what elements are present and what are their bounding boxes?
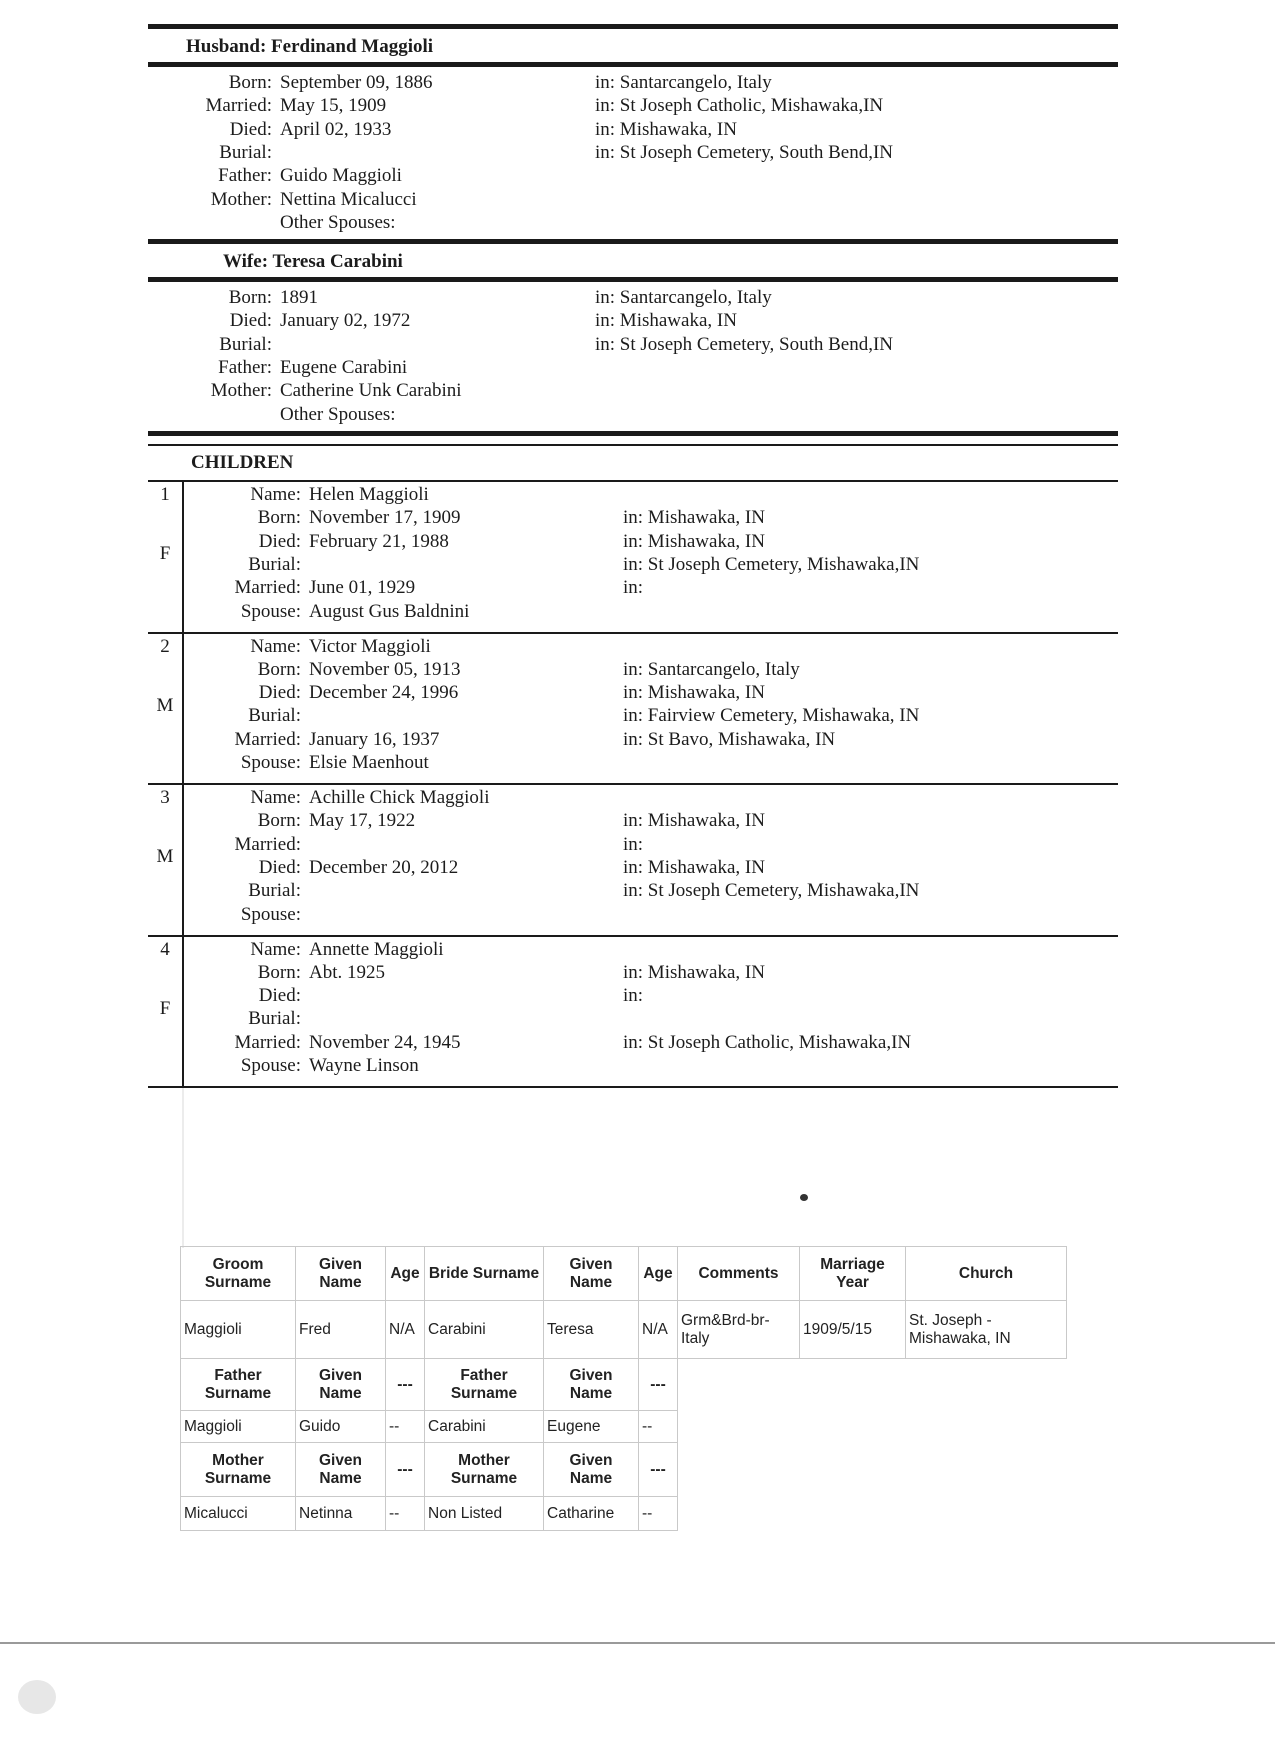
th-groom-father-given: Given Name: [296, 1359, 386, 1411]
child-detail-label: Name:: [250, 938, 301, 960]
husband-detail-label: Father:: [218, 165, 272, 187]
child-detail-value: November 24, 1945: [309, 1031, 461, 1053]
husband-detail-place: in: St Joseph Cemetery, South Bend,IN: [595, 141, 893, 163]
child-detail-row: [0, 554, 1275, 578]
husband-detail-row: [0, 165, 1275, 189]
child-detail-value: August Gus Baldnini: [309, 600, 470, 622]
wife-detail-label: Died:: [229, 310, 272, 332]
child-number: 2: [160, 635, 170, 657]
th-bride-father-given: Given Name: [544, 1359, 639, 1411]
child-detail-label: Burial:: [248, 553, 301, 575]
top-rule: [148, 24, 1118, 29]
child-detail-label: Name:: [250, 484, 301, 505]
husband-detail-place: in: Santarcangelo, Italy: [595, 72, 772, 93]
husband-detail-label: Died:: [229, 118, 272, 140]
child-detail-value: Abt. 1925: [309, 961, 385, 983]
husband-detail-value: May 15, 1909: [280, 95, 387, 117]
wife-detail-value: January 02, 1972: [280, 310, 411, 332]
child-sex: M: [156, 694, 174, 716]
wife-detail-row: [0, 334, 1275, 358]
child-detail-row: [0, 904, 1275, 928]
child-detail-row: [0, 507, 1275, 531]
th-bride-father-surname: Father Surname: [425, 1359, 544, 1411]
wife-detail-label: Mother:: [210, 380, 272, 402]
child-detail-row: [0, 531, 1275, 555]
groom-mother-dash: --: [386, 1497, 425, 1531]
child-detail-label: Name:: [250, 635, 301, 657]
child-detail-place: in: Mishawaka, IN: [623, 682, 765, 704]
child-detail-place: in:: [623, 577, 644, 599]
church: St. Joseph - Mishawaka, IN: [906, 1301, 1067, 1359]
wife-detail-label: Born:: [228, 287, 272, 308]
husband-detail-value: Guido Maggioli: [280, 165, 402, 187]
husband-other-spouses: Other Spouses:: [280, 211, 396, 233]
th-comments: Comments: [678, 1247, 800, 1301]
th-bride-given: Given Name: [544, 1247, 639, 1301]
ink-speck: [800, 1194, 808, 1201]
bride-mother-surname: Non Listed: [425, 1497, 544, 1531]
th-groom-father-dash: ---: [386, 1359, 425, 1411]
children-thin-rule: [148, 444, 1118, 446]
groom-given: Fred: [296, 1301, 386, 1359]
child-detail-row: [0, 939, 1275, 963]
child-detail-value: May 17, 1922: [309, 810, 416, 832]
child-detail-place: in: St Bavo, Mishawaka, IN: [623, 728, 836, 750]
wife-detail-value: 1891: [280, 287, 318, 308]
child-detail-place: in:: [623, 833, 644, 855]
wife-detail-row: [0, 380, 1275, 404]
scan-edge-line: [0, 1642, 1275, 1644]
husband-detail-label: Burial:: [219, 141, 272, 163]
child-detail-value: Helen Maggioli: [309, 484, 429, 505]
wife-detail-label: Burial:: [219, 333, 272, 355]
child-detail-value: Annette Maggioli: [309, 938, 444, 960]
wife-detail-place: in: St Joseph Cemetery, South Bend,IN: [595, 333, 893, 355]
child-detail-place: in: Mishawaka, IN: [623, 507, 765, 529]
father-header-row: [181, 1359, 1067, 1411]
child-number: 3: [160, 787, 170, 808]
child-detail-label: Burial:: [248, 1008, 301, 1030]
th-marriage-year: Marriage Year: [800, 1247, 906, 1301]
child-detail-label: Died:: [258, 985, 301, 1007]
wife-detail-label: Father:: [218, 356, 272, 378]
th-groom-age: Age: [386, 1247, 425, 1301]
child-detail-row: [0, 636, 1275, 660]
wife-other-spouses: Other Spouses:: [280, 403, 396, 425]
child-detail-value: June 01, 1929: [309, 577, 416, 599]
child-detail-place: in: Mishawaka, IN: [623, 961, 765, 983]
child-detail-label: Spouse:: [240, 752, 301, 773]
child-detail-label: Burial:: [248, 705, 301, 727]
th-bride-surname: Bride Surname: [425, 1247, 544, 1301]
th-groom-father-surname: Father Surname: [181, 1359, 296, 1411]
bride-mother-dash: --: [639, 1497, 678, 1531]
husband-detail-row: [0, 72, 1275, 96]
wife-label: Wife:: [223, 251, 269, 272]
child-detail-label: Married:: [234, 833, 301, 855]
bride-age: N/A: [639, 1301, 678, 1359]
marriage-record-table: [180, 1246, 1067, 1531]
child-detail-label: Died:: [258, 856, 301, 878]
child-detail-label: Born:: [257, 507, 301, 529]
child-detail-row: [0, 1055, 1275, 1079]
th-church: Church: [906, 1247, 1067, 1301]
child-detail-value: Wayne Linson: [309, 1055, 419, 1076]
child-detail-row: [0, 577, 1275, 601]
child-number: 4: [160, 938, 170, 960]
child-detail-row: [0, 729, 1275, 753]
th-groom-given: Given Name: [296, 1247, 386, 1301]
child-detail-label: Died:: [258, 530, 301, 552]
wife-detail-row: [0, 357, 1275, 381]
husband-header: [186, 36, 433, 58]
wife-top-rule: [148, 239, 1118, 244]
bride-father-given: Eugene: [544, 1411, 639, 1443]
child-detail-row: [0, 752, 1275, 776]
child-detail-row: [0, 484, 1275, 508]
th-groom-mother-surname: Mother Surname: [181, 1443, 296, 1497]
child-detail-row: [0, 834, 1275, 858]
child-detail-label: Died:: [258, 682, 301, 704]
child-detail-value: December 24, 1996: [309, 682, 459, 704]
empty-cell: [678, 1497, 1067, 1531]
child-detail-row: [0, 810, 1275, 834]
marriage-data-row: [181, 1301, 1067, 1359]
children-header: CHILDREN: [191, 452, 294, 473]
scan-smudge: [18, 1680, 56, 1714]
empty-cell: [678, 1411, 1067, 1443]
groom-mother-surname: Micalucci: [181, 1497, 296, 1531]
marriage-header-row: [181, 1247, 1067, 1301]
child-detail-place: in: Mishawaka, IN: [623, 810, 765, 832]
groom-father-given: Guido: [296, 1411, 386, 1443]
child-detail-row: [0, 787, 1275, 811]
groom-mother-given: Netinna: [296, 1497, 386, 1531]
husband-detail-label: Married:: [205, 95, 272, 117]
comments: Grm&Brd-br-Italy: [678, 1301, 800, 1359]
groom-age: N/A: [386, 1301, 425, 1359]
husband-detail-value: Nettina Micalucci: [280, 188, 417, 210]
groom-father-dash: --: [386, 1411, 425, 1443]
husband-detail-label: Born:: [228, 72, 272, 93]
husband-name: Ferdinand Maggioli: [271, 36, 434, 57]
wife-detail-row: [0, 310, 1275, 334]
husband-detail-value: April 02, 1933: [280, 118, 392, 140]
wife-rule: [148, 277, 1118, 282]
child-detail-row: [0, 1032, 1275, 1056]
empty-cell: [678, 1443, 1067, 1497]
wife-detail-place: in: Santarcangelo, Italy: [595, 287, 772, 308]
father-data-row: [181, 1411, 1067, 1443]
child-detail-row: [0, 857, 1275, 881]
husband-detail-row: [0, 95, 1275, 119]
child-detail-place: in: Santarcangelo, Italy: [623, 658, 800, 680]
child-detail-value: February 21, 1988: [309, 530, 449, 552]
th-bride-mother-dash: ---: [639, 1443, 678, 1497]
mother-header-row: [181, 1443, 1067, 1497]
child-detail-label: Spouse:: [240, 600, 301, 622]
th-groom-mother-dash: ---: [386, 1443, 425, 1497]
child-sex: F: [159, 543, 171, 564]
child-detail-label: Married:: [234, 728, 301, 750]
child-number: 1: [160, 484, 170, 505]
child-detail-label: Born:: [257, 810, 301, 832]
th-bride-mother-given: Given Name: [544, 1443, 639, 1497]
child-detail-label: Spouse:: [240, 1055, 301, 1076]
child-detail-place: in: St Joseph Cemetery, Mishawaka,IN: [623, 880, 920, 902]
husband-detail-place: in: St Joseph Catholic, Mishawaka,IN: [595, 95, 884, 117]
child-detail-value: Elsie Maenhout: [309, 752, 429, 773]
th-groom-mother-given: Given Name: [296, 1443, 386, 1497]
child-detail-row: [0, 682, 1275, 706]
husband-label: Husband:: [186, 36, 267, 57]
child-detail-place: in: St Joseph Catholic, Mishawaka,IN: [623, 1031, 912, 1053]
wife-header: [223, 251, 403, 273]
husband-detail-place: in: Mishawaka, IN: [595, 118, 737, 140]
bride-mother-given: Catharine: [544, 1497, 639, 1531]
wife-detail-value: Catherine Unk Carabini: [280, 380, 462, 402]
groom-father-surname: Maggioli: [181, 1411, 296, 1443]
mother-data-row: [181, 1497, 1067, 1531]
child-detail-row: [0, 985, 1275, 1009]
child-detail-label: Married:: [234, 577, 301, 599]
child-detail-row: [0, 601, 1275, 625]
child-detail-value: Achille Chick Maggioli: [309, 787, 490, 808]
child-detail-place: in: Fairview Cemetery, Mishawaka, IN: [623, 705, 920, 727]
child-detail-value: November 17, 1909: [309, 507, 461, 529]
marriage-year: 1909/5/15: [800, 1301, 906, 1359]
husband-detail-row: [0, 119, 1275, 143]
child-sex: M: [156, 846, 174, 867]
child-detail-place: in: Mishawaka, IN: [623, 856, 765, 878]
child-detail-label: Married:: [234, 1031, 301, 1053]
bride-surname: Carabini: [425, 1301, 544, 1359]
groom-surname: Maggioli: [181, 1301, 296, 1359]
husband-detail-row: [0, 189, 1275, 213]
child-detail-row: [0, 659, 1275, 683]
child-detail-place: in:: [623, 985, 644, 1007]
wife-detail-place: in: Mishawaka, IN: [595, 310, 737, 332]
child-detail-value: January 16, 1937: [309, 728, 440, 750]
child-detail-label: Born:: [257, 961, 301, 983]
empty-cell: [678, 1359, 1067, 1411]
child-detail-place: in: St Joseph Cemetery, Mishawaka,IN: [623, 553, 920, 575]
husband-detail-value: September 09, 1886: [280, 72, 433, 93]
th-bride-father-dash: ---: [639, 1359, 678, 1411]
child-detail-place: in: Mishawaka, IN: [623, 530, 765, 552]
wife-name: Teresa Carabini: [272, 251, 403, 272]
child-detail-value: December 20, 2012: [309, 856, 459, 878]
child-detail-label: Spouse:: [240, 903, 301, 925]
bride-father-dash: --: [639, 1411, 678, 1443]
bride-given: Teresa: [544, 1301, 639, 1359]
child-detail-row: [0, 880, 1275, 904]
child-detail-row: [0, 962, 1275, 986]
child-detail-label: Burial:: [248, 880, 301, 902]
th-bride-age: Age: [639, 1247, 678, 1301]
th-bride-mother-surname: Mother Surname: [425, 1443, 544, 1497]
faded-divider: [182, 1088, 184, 1248]
husband-rule: [148, 62, 1118, 67]
wife-detail-value: Eugene Carabini: [280, 356, 408, 378]
husband-detail-label: Mother:: [210, 188, 272, 210]
child-detail-value: Victor Maggioli: [309, 635, 431, 657]
child-detail-value: November 05, 1913: [309, 658, 461, 680]
child-sex: F: [159, 997, 171, 1019]
child-detail-row: [0, 1008, 1275, 1032]
husband-detail-row: [0, 142, 1275, 166]
child-detail-label: Name:: [250, 787, 301, 808]
children-top-rule: [148, 431, 1118, 436]
bride-father-surname: Carabini: [425, 1411, 544, 1443]
child-detail-label: Born:: [257, 658, 301, 680]
wife-detail-row: [0, 287, 1275, 311]
th-groom-surname: Groom Surname: [181, 1247, 296, 1301]
child-detail-row: [0, 705, 1275, 729]
